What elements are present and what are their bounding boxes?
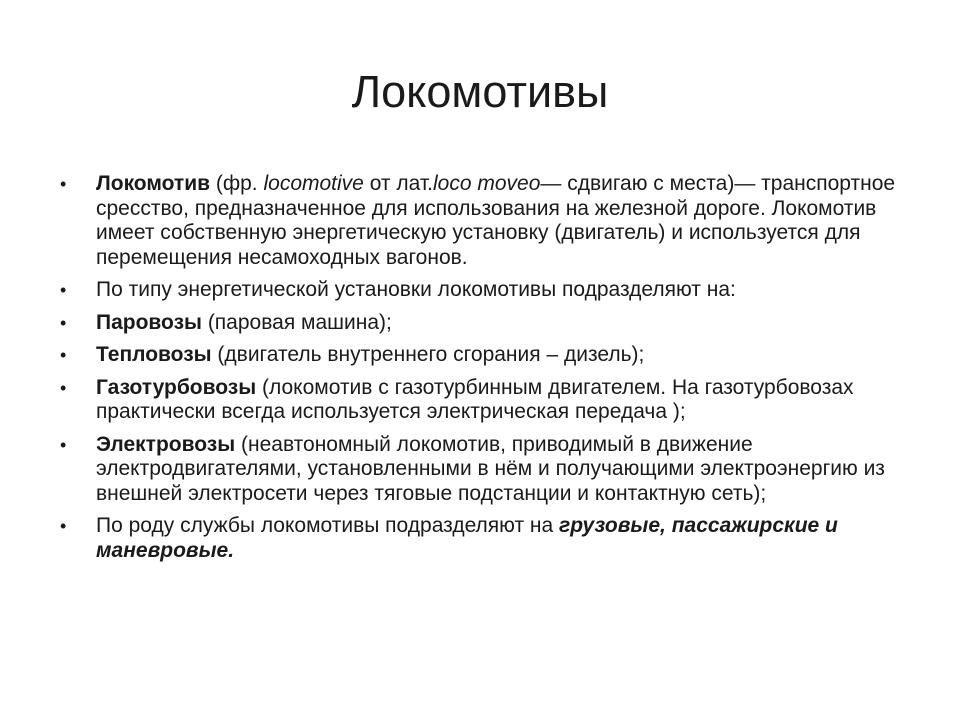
- bullet-item-service-types: [60, 514, 910, 563]
- bullet-text: (фр.: [210, 172, 264, 195]
- italic-word: loco moveo: [432, 172, 541, 195]
- separator: ,: [660, 514, 672, 537]
- bullet-list: [60, 172, 910, 571]
- bullet-text: По типу энергетической установки локомотивы подразделяют на:: [96, 278, 736, 301]
- bullet-marker: •: [60, 345, 67, 365]
- bullet-item-electric: [60, 433, 910, 507]
- end-punctuation: .: [228, 538, 235, 562]
- italic-word: locomotive: [263, 172, 364, 195]
- bullet-text: (локомотив с газотурбинным двигателем. На газотурбовозах практически всегда используется электрическая передача );: [96, 375, 854, 423]
- term-steam: Паровозы: [96, 310, 202, 334]
- bullet-marker: •: [60, 174, 67, 194]
- bullet-text: (паровая машина);: [201, 310, 392, 334]
- term-freight: грузовые: [559, 514, 661, 537]
- bullet-text: — сдвигаю с места)— транспортное сресство, предназначенное для использования на железной дороге. Локомотив имеет собственную энергетическую установку (двигатель) и используется для перемещения несамоходных вагонов.: [96, 172, 896, 269]
- bullet-marker: •: [60, 312, 67, 333]
- bullet-item-gas-turbine: [60, 376, 910, 425]
- bullet-marker: •: [60, 516, 67, 536]
- term-diesel: Тепловозы: [96, 343, 212, 366]
- bullet-marker: •: [60, 377, 67, 398]
- bullet-text: По роду службы локомотивы подразделяют на: [96, 514, 560, 537]
- term-locomotive: Локомотив: [96, 172, 211, 195]
- bullet-marker: •: [60, 434, 67, 455]
- bullet-item-locomotive: [60, 172, 910, 270]
- bullet-item-steam: [60, 311, 910, 336]
- bullet-item-classification: [60, 278, 910, 303]
- bullet-text: от лат.: [363, 172, 433, 195]
- bullet-text: (двигатель внутреннего сгорания – дизель);: [211, 343, 645, 366]
- bullet-text: (неавтономный локомотив, приводимый в движение электродвигателями, установленными в нём и получающими электроэнергию из внешней электросети через тяговые подстанции и контактную сеть);: [96, 432, 885, 505]
- bullet-marker: •: [60, 280, 67, 300]
- term-gas-turbine: Газотурбовозы: [96, 375, 257, 399]
- bullet-item-diesel: [60, 343, 910, 368]
- slide-title: Локомотивы: [351, 66, 609, 117]
- term-passenger: пассажирские: [671, 514, 820, 537]
- term-shunting: маневровые: [96, 538, 229, 562]
- term-electric: Электровозы: [96, 432, 236, 456]
- separator: и: [819, 514, 838, 537]
